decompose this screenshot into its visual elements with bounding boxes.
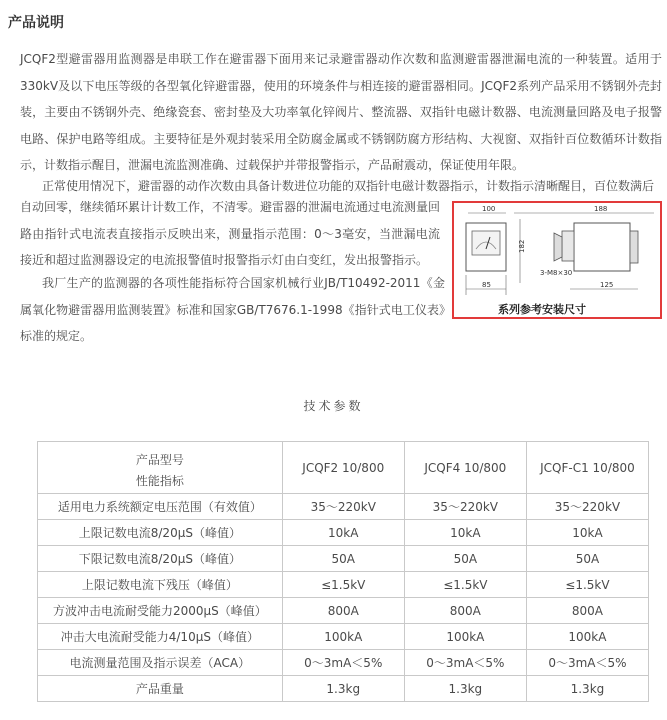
cell-value: ≤1.5kV	[404, 572, 526, 598]
cell-value: 800A	[526, 598, 648, 624]
model-header: JCQF-C1 10/800	[526, 442, 648, 494]
cell-value: 0～3mA＜5%	[282, 650, 404, 676]
cell-value: 100kA	[282, 624, 404, 650]
cell-value: 100kA	[404, 624, 526, 650]
cell-value: 10kA	[404, 520, 526, 546]
cell-value: 10kA	[526, 520, 648, 546]
cell-value: 10kA	[282, 520, 404, 546]
row-label: 电流测量范围及指示误差（ACA）	[38, 650, 283, 676]
model-header: JCQF4 10/800	[404, 442, 526, 494]
cell-value: 35～220kV	[404, 494, 526, 520]
cell-value: 800A	[404, 598, 526, 624]
model-label: 产品型号	[135, 453, 184, 467]
paragraph-standards: 我厂生产的监测器的各项性能指标符合国家机械行业JB/T10492-2011《金属氧化物避雷器用监测装置》标准和国家GB/T7676.1-1998《指针式电工仪表》标准的规定。	[20, 276, 445, 343]
cell-value: 1.3kg	[526, 676, 648, 702]
row-label: 适用电力系统额定电压范围（有效值）	[38, 494, 283, 520]
paragraph-usage: 自动回零，继续循环累计计数工作，不清零。避雷器的泄漏电流通过电流测量回路由指针式电流表直接指示反映出来，测量指示范围：0～3毫安，当泄漏电流接近和超过监测器设定的电流报警值时报警指示灯由白变红，发出报警指示。	[20, 200, 441, 267]
spec-table	[37, 441, 649, 702]
dim-label: 100	[482, 205, 496, 213]
row-label: 下限记数电流8/20μS（峰值）	[38, 546, 283, 572]
cell-value: 1.3kg	[282, 676, 404, 702]
dim-label: 188	[594, 205, 608, 213]
cell-value: 50A	[404, 546, 526, 572]
row-label: 上限记数电流8/20μS（峰值）	[38, 520, 283, 546]
table-row	[38, 650, 649, 676]
row-label: 产品重量	[38, 676, 283, 702]
meter-window	[472, 231, 500, 255]
table-row	[38, 572, 649, 598]
paragraph-usage-line1: 正常使用情况下，避雷器的动作次数由具备计数进位功能的双指针电磁计数器指示，计数指示清晰醒目，百位数满后	[42, 179, 655, 193]
cell-value: 50A	[526, 546, 648, 572]
dim-label: 125	[600, 281, 614, 289]
row-label: 上限记数电流下残压（峰值）	[38, 572, 283, 598]
cell-value: 800A	[282, 598, 404, 624]
dim-label: 85	[482, 281, 491, 289]
dim-label: 3-M8×30	[540, 269, 573, 277]
cell-value: 0～3mA＜5%	[404, 650, 526, 676]
header-corner-cell	[38, 442, 283, 494]
table-header-row	[38, 442, 649, 494]
table-row	[38, 520, 649, 546]
cell-value: ≤1.5kV	[526, 572, 648, 598]
installation-dimension-figure	[452, 201, 662, 319]
table-row	[38, 676, 649, 702]
dimension-drawing	[454, 203, 660, 317]
cell-value: 50A	[282, 546, 404, 572]
section-title: 产品说明	[8, 15, 64, 31]
model-header: JCQF2 10/800	[282, 442, 404, 494]
row-label: 冲击大电流耐受能力4/10μS（峰值）	[38, 624, 283, 650]
table-row	[38, 598, 649, 624]
performance-label: 性能指标	[135, 474, 184, 488]
figure-caption: 系列参考安装尺寸	[498, 303, 586, 316]
cell-value: 35～220kV	[526, 494, 648, 520]
table-row	[38, 494, 649, 520]
cell-value: 100kA	[526, 624, 648, 650]
table-title: 技术参数	[303, 399, 364, 413]
paragraph-intro: JCQF2型避雷器用监测器是串联工作在避雷器下面用来记录避雷器动作次数和监测避雷器泄漏电流的一种装置。适用于330kV及以下电压等级的各型氧化锌避雷器，使用的环境条件与相连接的避雷器相同。JCQF2系列产品采用不锈钢外壳封装，主要由不锈钢外壳、绝缘瓷套、密封垫及大功率氧化锌阀片、整流器、双指针电磁计数器、电流测量回路及电子报警电路、保护电路等组成。主要特征是外观封装采用全防腐金属或不锈钢防腐方形结构、大视窗、双指针百位数循环计数指示，计数指示醒目，泄漏电流监测准确、过载保护并带报警指示，产品耐震动，保证使用年限。	[20, 52, 662, 172]
cell-value: 35～220kV	[282, 494, 404, 520]
cell-value: 1.3kg	[404, 676, 526, 702]
dim-label: 182	[518, 239, 526, 253]
cell-value: ≤1.5kV	[282, 572, 404, 598]
side-view-body	[574, 223, 630, 271]
cell-value: 0～3mA＜5%	[526, 650, 648, 676]
row-label: 方波冲击电流耐受能力2000μS（峰值）	[38, 598, 283, 624]
table-row	[38, 624, 649, 650]
table-row	[38, 546, 649, 572]
